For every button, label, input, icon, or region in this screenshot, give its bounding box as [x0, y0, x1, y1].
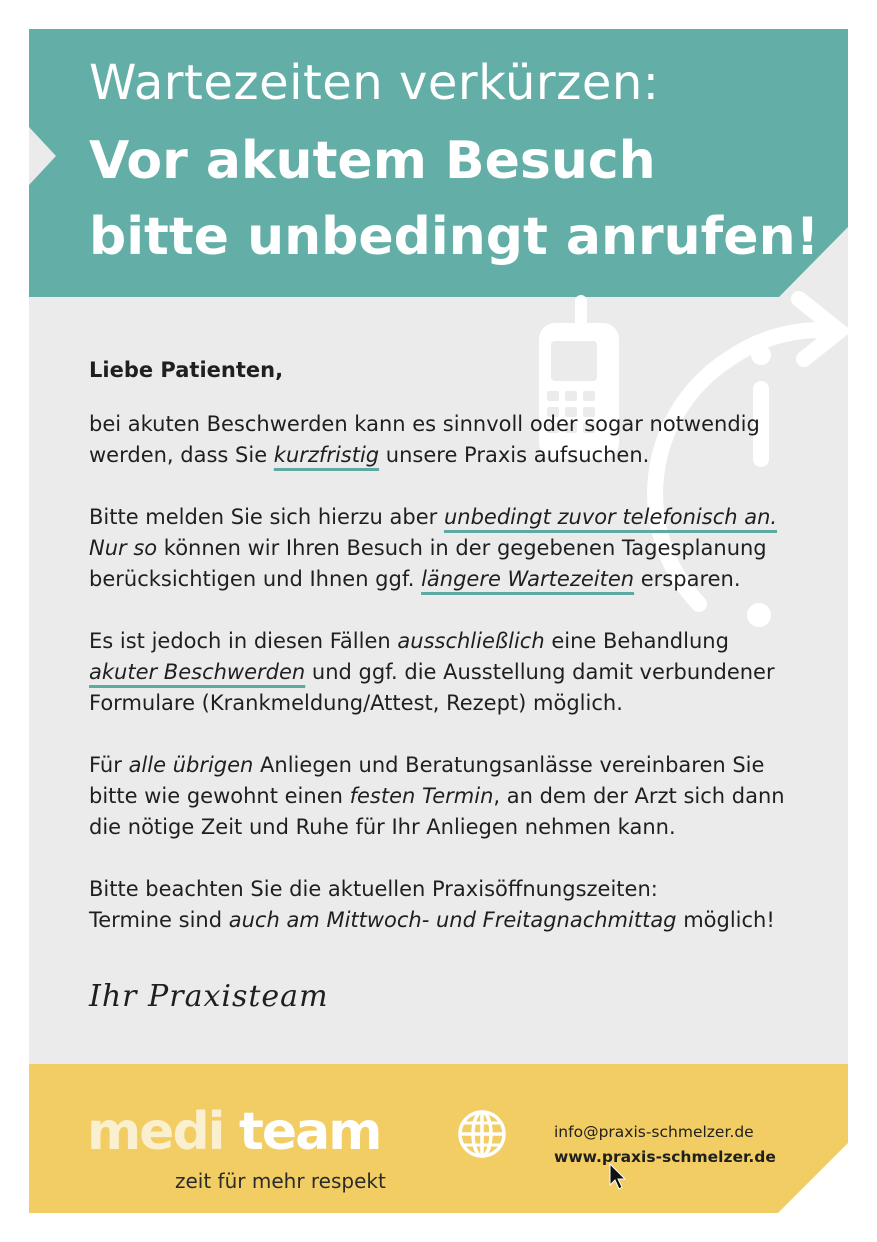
paragraph-4 — [89, 750, 789, 843]
p4-italic: alle übrigen — [128, 753, 254, 777]
p2-emphasis: unbedingt zuvor telefonisch an. — [443, 505, 778, 529]
p5-text: Termine sind — [89, 908, 229, 932]
p2-text: Bitte melden Sie sich hierzu aber — [89, 505, 444, 529]
p4-italic-2: festen Termin — [349, 784, 494, 808]
p2-emphasis-2: längere Wartezeiten — [421, 567, 635, 591]
headline-line-2: Vor akutem Besuch — [89, 131, 656, 191]
p5-italic: auch am Mittwoch- und Freitagnachmittag — [228, 908, 677, 932]
p1-line-2 — [89, 440, 789, 471]
p4-line-3: die nötige Zeit und Ruhe für Ihr Anliegen nehmen kann. — [89, 815, 676, 839]
p4-text-3: bitte wie gewohnt einen — [89, 784, 350, 808]
signature: Ihr Praxisteam — [89, 979, 329, 1014]
p5-text-end: möglich! — [676, 908, 775, 932]
email-link[interactable]: info@praxis-schmelzer.de — [554, 1123, 754, 1141]
p3-text-3: und ggf. die Ausstellung damit verbundener — [305, 660, 775, 684]
p1-text-end: unsere Praxis aufsuchen. — [379, 443, 650, 467]
p3-line-3: Formulare (Krankmeldung/Attest, Rezept) möglich. — [89, 691, 623, 715]
logo-text-medi: medi — [87, 1102, 224, 1162]
p3-text-2: eine Behandlung — [544, 629, 729, 653]
p2-line-3 — [89, 564, 789, 595]
paragraph-5 — [89, 874, 789, 936]
p2-line-1 — [89, 502, 789, 533]
p3-italic: ausschließlich — [397, 629, 545, 653]
p1-text: werden, dass Sie — [89, 443, 274, 467]
p1-line-1: bei akuten Beschwerden kann es sinnvoll oder sogar notwendig — [89, 412, 760, 436]
paragraph-3 — [89, 626, 789, 719]
letter-body — [89, 355, 789, 967]
website-link[interactable]: www.praxis-schmelzer.de — [554, 1148, 776, 1166]
logo-text-team: team — [239, 1102, 381, 1162]
logo-tagline: zeit für mehr respekt — [175, 1169, 386, 1193]
headline-line-3: bitte unbedingt anrufen! — [89, 207, 820, 267]
p2-italic: Nur so — [89, 536, 158, 560]
p4-text-2: Anliegen und Beratungsanlässe vereinbaren Sie — [253, 753, 765, 777]
p5-line-1: Bitte beachten Sie die aktuellen Praxisöffnungszeiten: — [89, 877, 658, 901]
p1-emphasis: kurzfristig — [273, 443, 380, 467]
p3-emphasis: akuter Beschwerden — [89, 660, 306, 684]
p2-text-end: ersparen. — [634, 567, 741, 591]
contact-info — [554, 1120, 776, 1170]
p5-line-2 — [89, 905, 789, 936]
footer — [29, 1064, 848, 1213]
p4-line-1 — [89, 750, 789, 781]
p4-line-2 — [89, 781, 789, 812]
p4-text-4: , an dem der Arzt sich dann — [493, 784, 785, 808]
p3-text: Es ist jedoch in diesen Fällen — [89, 629, 398, 653]
p2-line-2 — [89, 533, 789, 564]
footer-corner — [778, 1143, 848, 1213]
p2-text-3: berücksichtigen und Ihnen ggf. — [89, 567, 422, 591]
paragraph-1 — [89, 409, 789, 471]
header-banner — [29, 29, 848, 297]
headline-line-1: Wartezeiten verkürzen: — [89, 55, 660, 111]
p3-line-1 — [89, 626, 789, 657]
poster — [29, 29, 848, 1213]
p3-line-2 — [89, 657, 789, 688]
mouse-cursor-icon — [609, 1163, 627, 1191]
paragraph-2 — [89, 502, 789, 595]
p4-text: Für — [89, 753, 129, 777]
greeting: Liebe Patienten, — [89, 358, 284, 382]
globe-icon — [457, 1109, 507, 1159]
p2-text-2: können wir Ihren Besuch in der gegebenen Tagesplanung — [157, 536, 767, 560]
